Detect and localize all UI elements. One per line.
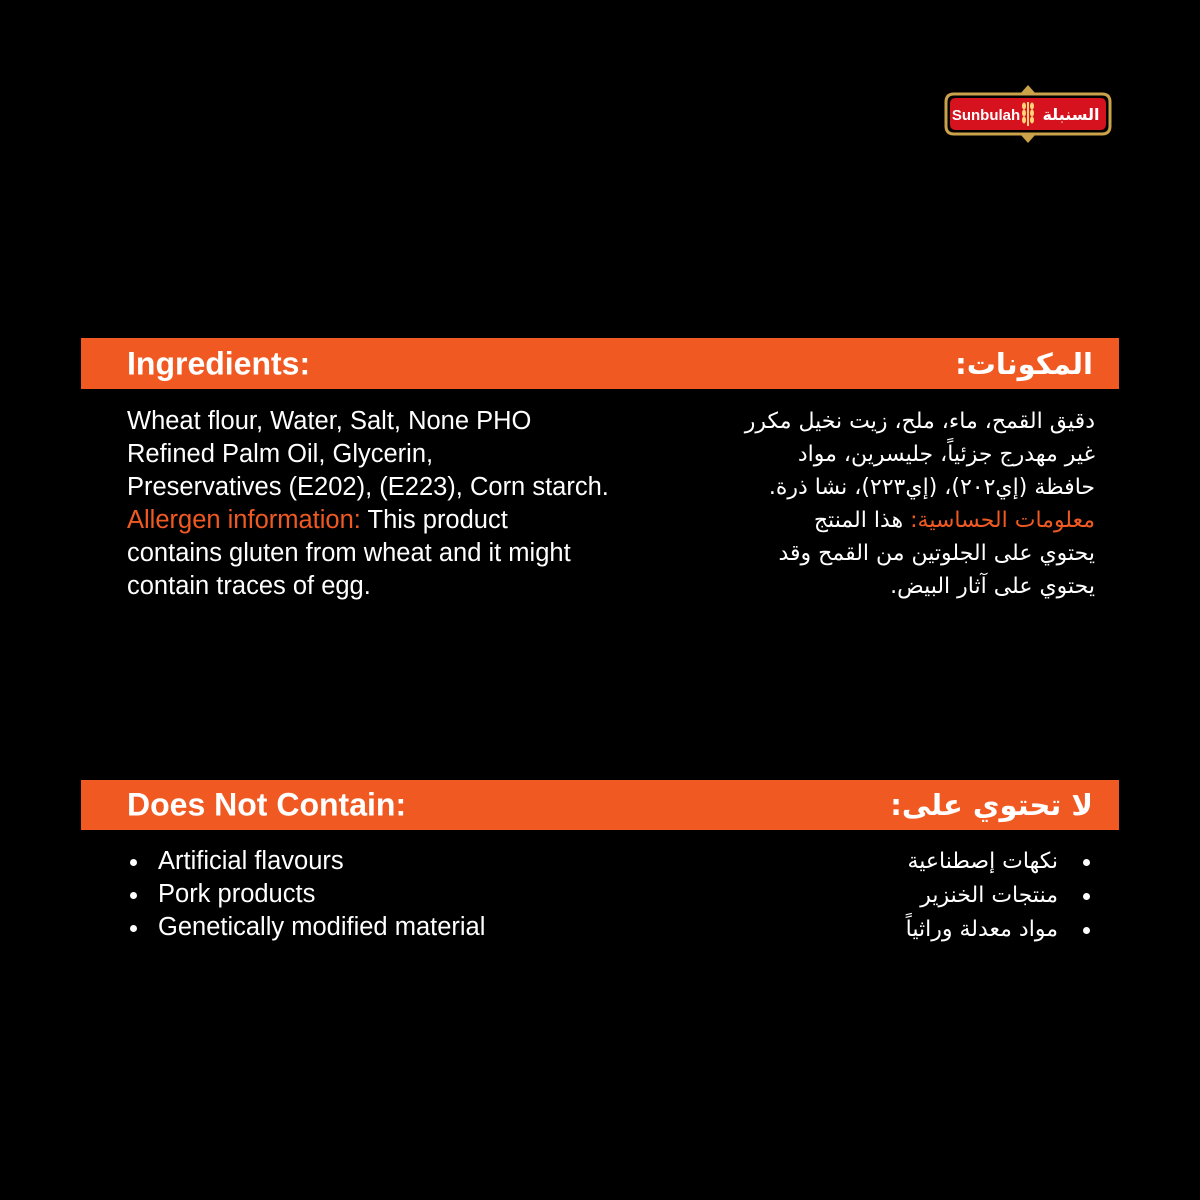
ingredients-line-en: Preservatives (E202), (E223), Corn starch. — [127, 473, 609, 501]
allergen-line-en: contain traces of egg. — [127, 572, 371, 600]
does-not-contain-list-en — [127, 845, 485, 944]
brand-name-en: Sunbulah — [951, 107, 1021, 124]
does-not-contain-title-en: Does Not Contain: — [127, 786, 407, 823]
does-not-contain-list-ar — [906, 845, 1094, 947]
ingredients-line-ar: دقيق القمح، ماء، ملح، زيت نخيل مكرر — [744, 409, 1095, 434]
brand-logo — [944, 84, 1112, 144]
list-item: نكهات إصطناعية — [906, 845, 1094, 879]
sunbulah-logo-icon — [944, 84, 1112, 144]
allergen-line-ar: يحتوي على الجلوتين من القمح وقد — [778, 541, 1095, 566]
does-not-contain-header — [81, 780, 1119, 830]
list-item: منتجات الخنزير — [906, 879, 1094, 913]
ingredients-line-ar: غير مهدرج جزئياً، جليسرين، مواد — [797, 442, 1095, 467]
allergen-label-en: Allergen information: — [127, 506, 361, 534]
ingredients-text-ar — [635, 405, 1095, 603]
list-item: Genetically modified material — [127, 911, 485, 944]
allergen-line-en — [127, 504, 667, 537]
ingredients-header — [81, 338, 1119, 389]
brand-name-ar: السنبلة — [1042, 105, 1100, 124]
ingredients-text-en — [127, 405, 667, 603]
list-item: Pork products — [127, 878, 485, 911]
allergen-text-en: This product — [360, 506, 508, 534]
wheat-icon — [1022, 102, 1034, 126]
ingredients-line-en: Refined Palm Oil, Glycerin, — [127, 440, 434, 468]
allergen-line-ar — [635, 504, 1095, 537]
ingredients-line-en: Wheat flour, Water, Salt, None PHO — [127, 407, 532, 435]
list-item: Artificial flavours — [127, 845, 485, 878]
ingredients-title-en: Ingredients: — [127, 345, 311, 381]
allergen-line-en: contains gluten from wheat and it might — [127, 539, 571, 567]
does-not-contain-title-ar: لا تحتوي على: — [890, 788, 1093, 822]
allergen-label-ar: معلومات الحساسية: — [910, 508, 1095, 533]
allergen-text-ar: هذا المنتج — [813, 508, 911, 533]
allergen-line-ar: يحتوي على آثار البيض. — [890, 574, 1095, 599]
list-item: مواد معدلة وراثياً — [906, 913, 1094, 947]
ingredients-line-ar: حافظة (إي٢٠٢)، (إي٢٢٣)، نشا ذرة. — [768, 475, 1095, 500]
ingredients-title-ar: المكونات: — [955, 346, 1093, 381]
